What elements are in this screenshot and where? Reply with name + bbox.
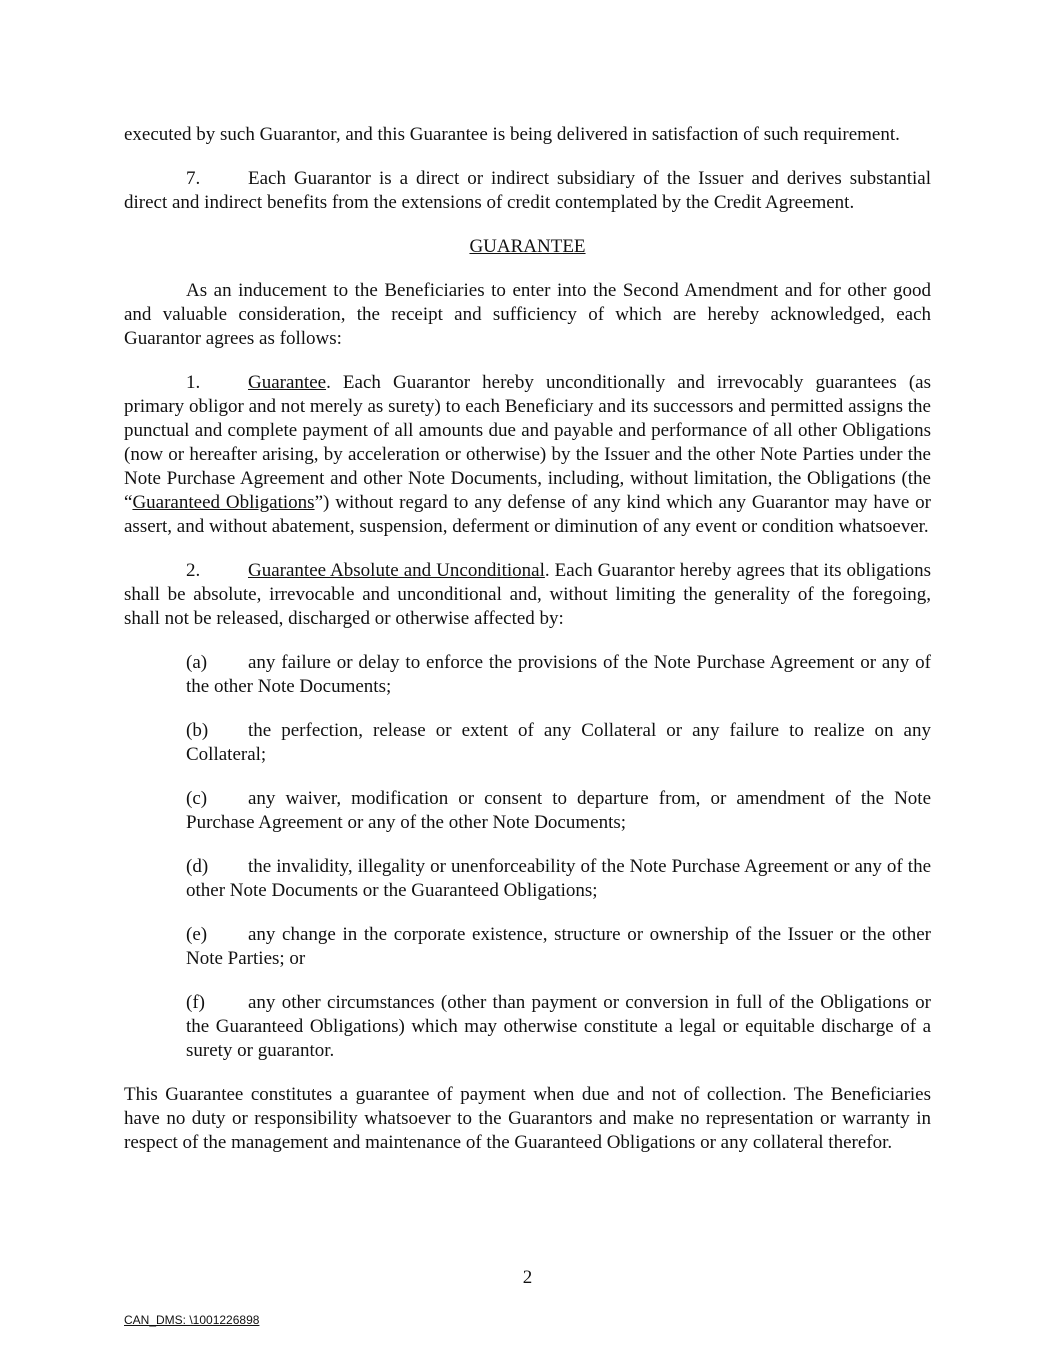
- clause-text: the perfection, release or extent of any Collateral or any failure to realize on any Collateral;: [186, 720, 931, 765]
- paragraph-7-number: 7.: [186, 168, 201, 189]
- clause-text: any failure or delay to enforce the provisions of the Note Purchase Agreement or any of the other Note Documents;: [186, 652, 931, 697]
- section-1-text-a: . Each Guarantor hereby unconditionally and irrevocably guarantees (as primary obligor and not merely as surety) to each Beneficiary and its successors and permitted assigns the punctual and complete payment of all amounts due and payable and performance of all other Obligations (now or hereafter arising, by acceleration or otherwise) by the Issuer and the other Note Parties under the Note Purchase Agreement and other Note Documents, including, without limitation, the Obligations (the “: [124, 372, 931, 513]
- clause-c: [124, 787, 931, 835]
- clause-b: [124, 719, 931, 767]
- clause-text: any change in the corporate existence, structure or ownership of the Issuer or the other Note Parties; or: [186, 924, 931, 969]
- clause-label: (b): [186, 720, 209, 741]
- clause-a: [124, 651, 931, 699]
- section-2-number: 2.: [186, 560, 201, 581]
- section-1-number: 1.: [186, 372, 201, 393]
- clause-e: [124, 923, 931, 971]
- intro-paragraph: As an inducement to the Beneficiaries to enter into the Second Amendment and for other good and valuable consideration, the receipt and sufficiency of which are hereby acknowledged, each Guarantor agrees as follows:: [124, 280, 931, 349]
- page-number: 2: [522, 1267, 533, 1288]
- document-page: [124, 123, 931, 1155]
- document-id-footer: CAN_DMS: \1001226898: [124, 1313, 260, 1327]
- section-2: [124, 559, 931, 631]
- clause-label: (c): [186, 788, 208, 809]
- clause-text: any other circumstances (other than payment or conversion in full of the Obligations or the Guaranteed Obligations) which may otherwise constitute a legal or equitable discharge of a surety or guarantor.: [186, 992, 931, 1061]
- paragraph-7: [124, 167, 931, 215]
- section-heading: GUARANTEE: [469, 236, 586, 257]
- section-2-text: . Each Guarantor hereby agrees that its obligations shall be absolute, irrevocable and unconditional and, without limiting the generality of the foregoing, shall not be released, discharged or otherwise affected by:: [124, 560, 931, 629]
- clause-label: (e): [186, 924, 208, 945]
- clause-f: [124, 991, 931, 1063]
- clause-label: (f): [186, 992, 205, 1013]
- clause-label: (a): [186, 652, 208, 673]
- clause-text: any waiver, modification or consent to departure from, or amendment of the Note Purchase Agreement or any of the other Note Documents;: [186, 788, 931, 833]
- section-1: [124, 371, 931, 539]
- closing-paragraph: This Guarantee constitutes a guarantee of payment when due and not of collection. The Beneficiaries have no duty or responsibility whatsoever to the Guarantors and make no representation or warranty in respect of the management and maintenance of the Guaranteed Obligations or any collateral therefor.: [124, 1084, 931, 1153]
- clause-text: the invalidity, illegality or unenforceability of the Note Purchase Agreement or any of the other Note Documents or the Guaranteed Obligations;: [186, 856, 931, 901]
- clause-label: (d): [186, 856, 209, 877]
- paragraph-continuation: executed by such Guarantor, and this Guarantee is being delivered in satisfaction of such requirement.: [124, 124, 900, 145]
- clause-d: [124, 855, 931, 903]
- paragraph-7-text: Each Guarantor is a direct or indirect subsidiary of the Issuer and derives substantial direct and indirect benefits from the extensions of credit contemplated by the Credit Agreement.: [124, 168, 931, 213]
- section-1-text-b: ”) without regard to any defense of any kind which any Guarantor may have or assert, and without abatement, suspension, deferment or diminution of any event or condition whatsoever.: [124, 492, 931, 537]
- section-2-title: Guarantee Absolute and Unconditional: [248, 560, 545, 581]
- section-1-title: Guarantee: [248, 372, 327, 393]
- defined-term-guaranteed-obligations: Guaranteed Obligations: [132, 492, 315, 513]
